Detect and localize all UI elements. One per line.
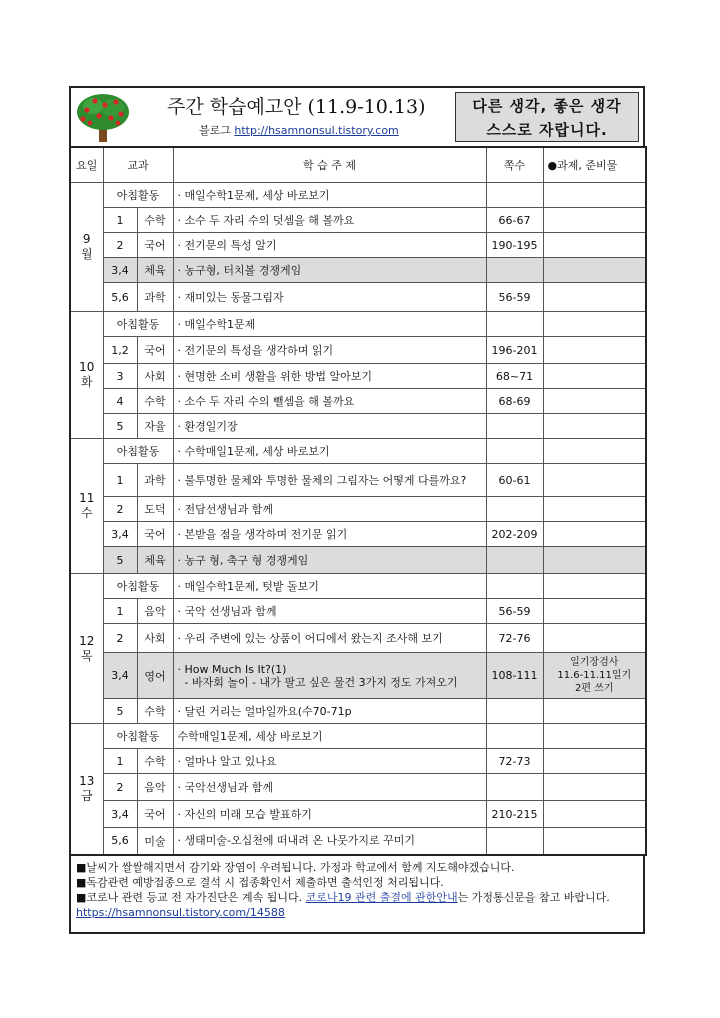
homework-cell bbox=[543, 258, 646, 283]
pages-cell: 72-73 bbox=[486, 749, 543, 774]
col-homework: ●과제, 준비물 bbox=[543, 147, 646, 183]
period-cell: 2 bbox=[103, 624, 137, 653]
subject-cell: 체육 bbox=[137, 258, 173, 283]
period-cell: 5 bbox=[103, 699, 137, 724]
blog-label: 블로그 bbox=[199, 124, 231, 137]
day-weekday: 수 bbox=[80, 506, 93, 520]
topic-cell: · 국악선생님과 함께 bbox=[173, 774, 486, 801]
topic-cell: · 소수 두 자리 수의 뺄셈을 해 볼까요 bbox=[173, 389, 486, 414]
subject-cell: 국어 bbox=[137, 337, 173, 364]
subject-cell: 사회 bbox=[137, 624, 173, 653]
period-cell: 아침활동 bbox=[103, 574, 173, 599]
homework-cell bbox=[543, 283, 646, 312]
period-cell: 1 bbox=[103, 464, 137, 497]
pages-cell: 108-111 bbox=[486, 653, 543, 699]
header bbox=[69, 86, 645, 146]
period-cell: 3 bbox=[103, 364, 137, 389]
topic-cell: · 매일수학1문제, 세상 바로보기 bbox=[173, 183, 486, 208]
pages-cell: 66-67 bbox=[486, 208, 543, 233]
homework-cell bbox=[543, 337, 646, 364]
pages-cell bbox=[486, 312, 543, 337]
schedule-row bbox=[70, 364, 646, 389]
homework-cell bbox=[543, 574, 646, 599]
topic-cell: · How Much Is It?(1) - 바자회 놀이 - 내가 팔고 싶은 물건 3가지 정도 가져오기 bbox=[173, 653, 486, 699]
topic-cell: · 소수 두 자리 수의 덧셈을 해 볼까요 bbox=[173, 208, 486, 233]
col-pages: 쪽수 bbox=[486, 147, 543, 183]
schedule-row bbox=[70, 337, 646, 364]
header-row bbox=[70, 147, 646, 183]
schedule-row bbox=[70, 258, 646, 283]
schedule-row bbox=[70, 828, 646, 855]
pages-cell: 202-209 bbox=[486, 522, 543, 547]
period-cell: 1 bbox=[103, 749, 137, 774]
period-cell: 1 bbox=[103, 208, 137, 233]
schedule-row bbox=[70, 464, 646, 497]
subject-cell: 과학 bbox=[137, 283, 173, 312]
subject-cell: 자율 bbox=[137, 414, 173, 439]
pages-cell: 190-195 bbox=[486, 233, 543, 258]
period-cell: 2 bbox=[103, 497, 137, 522]
schedule-row bbox=[70, 724, 646, 749]
schedule-row bbox=[70, 183, 646, 208]
notice-line-3-tail: 는 가정통신문을 참고 바랍니다. bbox=[457, 890, 610, 904]
homework-cell bbox=[543, 724, 646, 749]
homework-cell bbox=[543, 439, 646, 464]
schedule-row bbox=[70, 414, 646, 439]
homework-cell bbox=[543, 801, 646, 828]
day-weekday: 목 bbox=[80, 648, 93, 663]
homework-cell bbox=[543, 599, 646, 624]
day-weekday: 화 bbox=[80, 375, 93, 389]
homework-cell bbox=[543, 774, 646, 801]
day-cell bbox=[70, 574, 103, 724]
day-cell bbox=[70, 183, 103, 312]
homework-cell bbox=[543, 233, 646, 258]
schedule-row bbox=[70, 312, 646, 337]
subject-cell: 수학 bbox=[137, 208, 173, 233]
homework-cell bbox=[543, 414, 646, 439]
period-cell: 아침활동 bbox=[103, 183, 173, 208]
schedule-row bbox=[70, 653, 646, 699]
schedule-row bbox=[70, 522, 646, 547]
topic-cell: · 우리 주변에 있는 상품이 어디에서 왔는지 조사해 보기 bbox=[173, 624, 486, 653]
subject-cell: 국어 bbox=[137, 233, 173, 258]
homework-cell bbox=[543, 699, 646, 724]
subject-cell: 수학 bbox=[137, 699, 173, 724]
topic-cell: · 현명한 소비 생활을 위한 방법 알아보기 bbox=[173, 364, 486, 389]
day-number: 13 bbox=[79, 773, 95, 788]
pages-cell bbox=[486, 547, 543, 574]
page-title: 주간 학습예고안 (11.9-10.13) bbox=[167, 96, 426, 118]
subject-cell: 국어 bbox=[137, 801, 173, 828]
day-cell bbox=[70, 724, 103, 855]
day-cell bbox=[70, 439, 103, 574]
subject-cell: 과학 bbox=[137, 464, 173, 497]
pages-cell: 72-76 bbox=[486, 624, 543, 653]
homework-cell bbox=[543, 183, 646, 208]
topic-cell: · 수학매일1문제, 세상 바로보기 bbox=[173, 439, 486, 464]
pages-cell: 68-69 bbox=[486, 389, 543, 414]
col-subject: 교과 bbox=[103, 147, 173, 183]
pages-cell bbox=[486, 828, 543, 855]
subject-cell: 음악 bbox=[137, 599, 173, 624]
schedule-row bbox=[70, 624, 646, 653]
pages-cell bbox=[486, 774, 543, 801]
period-cell: 5 bbox=[103, 547, 137, 574]
topic-cell: · 매일수학1문제, 텃밭 돌보기 bbox=[173, 574, 486, 599]
period-cell: 2 bbox=[103, 233, 137, 258]
schedule-row bbox=[70, 389, 646, 414]
subject-cell: 국어 bbox=[137, 522, 173, 547]
motto-line-2: 스스로 자랍니다. bbox=[486, 121, 608, 139]
day-weekday: 금 bbox=[80, 788, 93, 803]
period-cell: 5,6 bbox=[103, 828, 137, 855]
topic-cell: 수학매일1문제, 세상 바로보기 bbox=[173, 724, 486, 749]
notice-line-3 bbox=[76, 890, 639, 920]
period-cell: 아침활동 bbox=[103, 312, 173, 337]
day-number: 11 bbox=[79, 491, 95, 505]
topic-cell: · 얼마나 알고 있나요 bbox=[173, 749, 486, 774]
topic-cell: · 본받을 점을 생각하며 전기문 읽기 bbox=[173, 522, 486, 547]
day-number: 9 bbox=[82, 232, 91, 246]
subject-cell: 영어 bbox=[137, 653, 173, 699]
subject-cell: 도덕 bbox=[137, 497, 173, 522]
period-cell: 4 bbox=[103, 389, 137, 414]
notice-footer bbox=[69, 856, 645, 934]
schedule-row bbox=[70, 547, 646, 574]
pages-cell bbox=[486, 414, 543, 439]
period-cell: 2 bbox=[103, 774, 137, 801]
topic-cell: · 환경일기장 bbox=[173, 414, 486, 439]
motto-line-1: 다른 생각, 좋은 생각 bbox=[472, 97, 622, 115]
pages-cell bbox=[486, 724, 543, 749]
pages-cell: 196-201 bbox=[486, 337, 543, 364]
subject-cell: 미술 bbox=[137, 828, 173, 855]
topic-cell: · 매일수학1문제 bbox=[173, 312, 486, 337]
topic-cell: · 자신의 미래 모습 발표하기 bbox=[173, 801, 486, 828]
pages-cell: 210-215 bbox=[486, 801, 543, 828]
col-day: 요일 bbox=[70, 147, 103, 183]
pages-cell bbox=[486, 183, 543, 208]
schedule-table bbox=[69, 146, 647, 856]
schedule-row bbox=[70, 283, 646, 312]
motto-box bbox=[455, 92, 639, 142]
weekly-plan-sheet bbox=[69, 86, 645, 934]
topic-cell: · 농구형, 터치볼 경쟁게임 bbox=[173, 258, 486, 283]
schedule-row bbox=[70, 774, 646, 801]
topic-cell: · 국악 선생님과 함께 bbox=[173, 599, 486, 624]
notice-url-link[interactable]: https://hsamnonsul.tistory.com/14588 bbox=[76, 905, 285, 919]
topic-cell: · 전담선생님과 함께 bbox=[173, 497, 486, 522]
pages-cell bbox=[486, 699, 543, 724]
pages-cell: 56-59 bbox=[486, 283, 543, 312]
pages-cell bbox=[486, 574, 543, 599]
subject-cell: 음악 bbox=[137, 774, 173, 801]
homework-cell bbox=[543, 312, 646, 337]
pages-cell bbox=[486, 497, 543, 522]
homework-cell bbox=[543, 828, 646, 855]
blog-line bbox=[199, 122, 399, 138]
topic-cell: · 생태미술-오십천에 떠내려 온 나뭇가지로 꾸미기 bbox=[173, 828, 486, 855]
pages-cell: 56-59 bbox=[486, 599, 543, 624]
day-number: 10 bbox=[79, 360, 95, 374]
pages-cell bbox=[486, 258, 543, 283]
period-cell: 3,4 bbox=[103, 258, 137, 283]
pages-cell: 60-61 bbox=[486, 464, 543, 497]
topic-cell: · 불투명한 물체와 투명한 물체의 그림자는 어떻게 다를까요? bbox=[173, 464, 486, 497]
notice-line-2: ■독감관련 예방접종으로 결석 시 접종확인서 제출하면 출석인정 처리됩니다. bbox=[76, 875, 444, 889]
period-cell: 아침활동 bbox=[103, 439, 173, 464]
schedule-row bbox=[70, 208, 646, 233]
homework-cell bbox=[543, 497, 646, 522]
homework-cell bbox=[543, 389, 646, 414]
subject-cell: 수학 bbox=[137, 389, 173, 414]
col-topic: 학 습 주 제 bbox=[173, 147, 486, 183]
period-cell: 3,4 bbox=[103, 522, 137, 547]
period-cell: 1 bbox=[103, 599, 137, 624]
homework-cell bbox=[543, 624, 646, 653]
apple-tree-icon bbox=[75, 92, 131, 144]
homework-cell bbox=[543, 547, 646, 574]
period-cell: 3,4 bbox=[103, 801, 137, 828]
subject-cell: 사회 bbox=[137, 364, 173, 389]
day-number: 12 bbox=[79, 633, 95, 648]
homework-cell: 일기장검사 11.6-11.11일기 2편 쓰기 bbox=[543, 653, 646, 699]
period-cell: 3,4 bbox=[103, 653, 137, 699]
topic-cell: · 재미있는 동물그림자 bbox=[173, 283, 486, 312]
homework-cell bbox=[543, 208, 646, 233]
notice-line-1: ■날씨가 쌀쌀해지면서 감기와 장염이 우려됩니다. 가정과 학교에서 함께 지도해야겠습니다. bbox=[76, 860, 515, 874]
pages-cell: 68~71 bbox=[486, 364, 543, 389]
schedule-row bbox=[70, 439, 646, 464]
schedule-row bbox=[70, 233, 646, 258]
day-cell bbox=[70, 312, 103, 439]
schedule-row bbox=[70, 574, 646, 599]
topic-cell: · 전기문의 특성 알기 bbox=[173, 233, 486, 258]
covid-notice-link[interactable]: 코로나19 관련 출결에 관한안내 bbox=[305, 890, 458, 904]
schedule-row bbox=[70, 749, 646, 774]
day-weekday: 월 bbox=[80, 247, 93, 261]
homework-cell bbox=[543, 749, 646, 774]
topic-cell: · 전기문의 특성을 생각하며 읽기 bbox=[173, 337, 486, 364]
pages-cell bbox=[486, 439, 543, 464]
period-cell: 5,6 bbox=[103, 283, 137, 312]
homework-cell bbox=[543, 464, 646, 497]
subject-cell: 체육 bbox=[137, 547, 173, 574]
blog-link[interactable]: http://hsamnonsul.tistory.com bbox=[234, 124, 399, 137]
topic-cell: · 달린 거리는 얼마일까요(수70-71p bbox=[173, 699, 486, 724]
schedule-row bbox=[70, 497, 646, 522]
subject-cell: 수학 bbox=[137, 749, 173, 774]
period-cell: 5 bbox=[103, 414, 137, 439]
notice-line-3-text: ■코로나 관련 등교 전 자가진단은 계속 됩니다. bbox=[76, 890, 303, 904]
homework-cell bbox=[543, 364, 646, 389]
homework-cell bbox=[543, 522, 646, 547]
period-cell: 1,2 bbox=[103, 337, 137, 364]
period-cell: 아침활동 bbox=[103, 724, 173, 749]
topic-cell: · 농구 형, 축구 형 경쟁게임 bbox=[173, 547, 486, 574]
schedule-row bbox=[70, 599, 646, 624]
schedule-row bbox=[70, 699, 646, 724]
schedule-row bbox=[70, 801, 646, 828]
